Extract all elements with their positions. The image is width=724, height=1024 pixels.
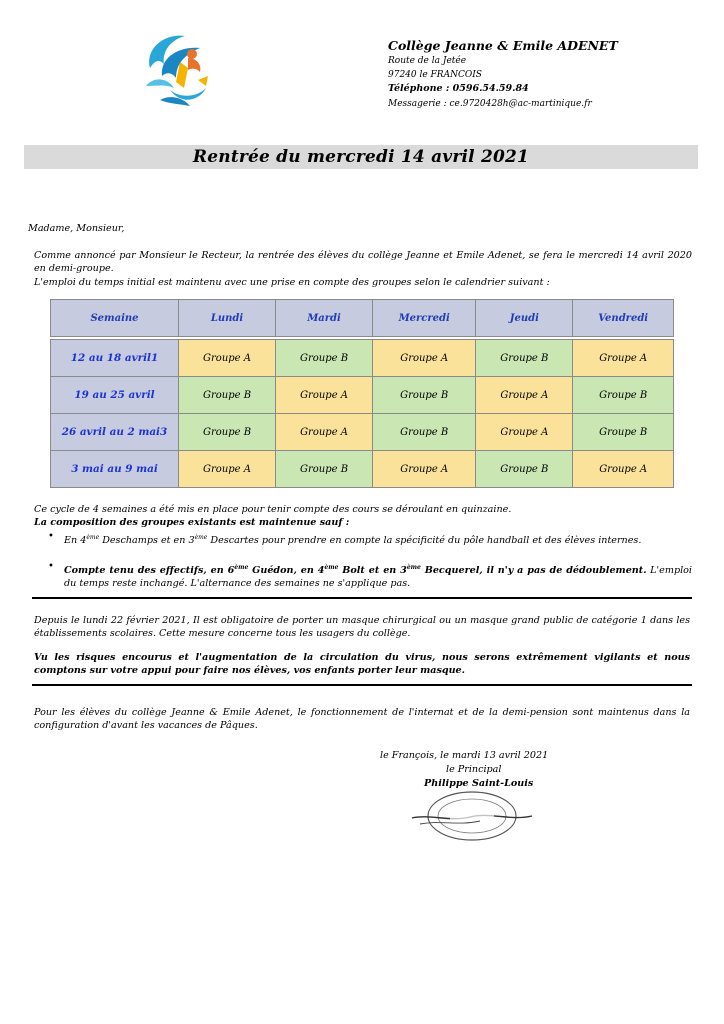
bullet-dot: • xyxy=(48,531,54,542)
group-cell: Groupe B xyxy=(373,377,476,414)
header-week: Semaine xyxy=(51,300,179,337)
group-cell: Groupe B xyxy=(476,451,573,488)
group-cell: Groupe B xyxy=(476,340,573,377)
divider xyxy=(32,597,692,599)
table-row xyxy=(51,377,674,414)
greeting: Madame, Monsieur, xyxy=(28,223,125,234)
school-name: Collège Jeanne & Emile ADENET xyxy=(388,38,618,53)
group-cell: Groupe A xyxy=(573,451,674,488)
header-friday: Vendredi xyxy=(573,300,674,337)
intro-calendar-line: L'emploi du temps initial est maintenu avec une prise en compte des groupes selon le calendrier suivant : xyxy=(34,277,550,288)
group-cell: Groupe B xyxy=(276,451,373,488)
table-row xyxy=(51,414,674,451)
group-cell: Groupe A xyxy=(179,451,276,488)
table-header-row xyxy=(51,300,674,337)
table-row xyxy=(51,451,674,488)
group-cell: Groupe B xyxy=(373,414,476,451)
school-logo xyxy=(140,28,220,110)
group-cell: Groupe A xyxy=(573,340,674,377)
school-phone: Téléphone : 0596.54.59.84 xyxy=(388,83,529,95)
signature-role: le Principal xyxy=(446,764,502,775)
signature-name: Philippe Saint-Louis xyxy=(424,778,534,789)
week-cell: 3 mai au 9 mai xyxy=(51,451,179,488)
signature-place-date: le François, le mardi 13 avril 2021 xyxy=(380,750,549,761)
week-cell: 19 au 25 avril xyxy=(51,377,179,414)
group-cell: Groupe A xyxy=(179,340,276,377)
table-row xyxy=(51,340,674,377)
official-stamp xyxy=(410,788,534,842)
header-tuesday: Mardi xyxy=(276,300,373,337)
group-cell: Groupe B xyxy=(573,377,674,414)
intro-paragraph: Comme annoncé par Monsieur le Recteur, la rentrée des élèves du collège Jeanne et Emile Adenet, se fera le mercredi 14 avril 2020 en demi-groupe. xyxy=(34,250,692,274)
group-cell: Groupe B xyxy=(179,377,276,414)
internat-paragraph: Pour les élèves du collège Jeanne & Emile Adenet, le fonctionnement de l'internat et de la demi-pension sont maintenus dans la configuration d'avant les vacances de Pâques. xyxy=(34,707,690,731)
group-cell: Groupe B xyxy=(179,414,276,451)
group-cell: Groupe A xyxy=(476,414,573,451)
group-cell: Groupe A xyxy=(476,377,573,414)
week-cell: 12 au 18 avril1 xyxy=(51,340,179,377)
group-cell: Groupe A xyxy=(373,451,476,488)
bullet-dot: • xyxy=(48,561,54,572)
group-cell: Groupe A xyxy=(373,340,476,377)
mask-warning: Vu les risques encourus et l'augmentation de la circulation du virus, nous serons extrêmement vigilants et nous comptons sur votre appui pour faire nos élèves, vos enfants porter leur masque. xyxy=(34,652,690,676)
group-cell: Groupe B xyxy=(573,414,674,451)
group-cell: Groupe A xyxy=(276,377,373,414)
group-cell: Groupe B xyxy=(276,340,373,377)
header-thursday: Jeudi xyxy=(476,300,573,337)
divider xyxy=(32,684,692,686)
mask-paragraph: Depuis le lundi 22 février 2021, Il est obligatoire de porter un masque chirurgical ou un masque grand public de catégorie 1 dans les établissements scolaires. Cette mesure concerne tous les usagers du collège. xyxy=(34,615,690,639)
schedule-table xyxy=(50,299,674,488)
school-address: Route de la Jetée xyxy=(388,56,467,66)
bullet-item-1: En 4ème Deschamps et en 3ème Descartes pour prendre en compte la spécificité du pôle handball et des élèves internes. xyxy=(64,534,642,547)
groups-exception-line: La composition des groupes existants est maintenue sauf : xyxy=(34,517,350,528)
school-email: Messagerie : ce.9720428h@ac-martinique.fr xyxy=(388,98,592,109)
group-cell: Groupe A xyxy=(276,414,373,451)
header-wednesday: Mercredi xyxy=(373,300,476,337)
header-monday: Lundi xyxy=(179,300,276,337)
week-cell: 26 avril au 2 mai3 xyxy=(51,414,179,451)
school-city: 97240 le FRANCOIS xyxy=(388,70,482,81)
school-contact xyxy=(388,37,618,111)
page-title: Rentrée du mercredi 14 avril 2021 xyxy=(192,147,530,167)
title-bar xyxy=(24,145,698,169)
bullet-item-2: Compte tenu des effectifs, en 6ème Guédon, en 4ème Bolt et en 3ème Becquerel, il n'y a pas de dédoublement. L'emploi du temps reste inchangé. L'alternance des semaines ne s'applique pas. xyxy=(64,564,693,590)
cycle-line: Ce cycle de 4 semaines a été mis en place pour tenir compte des cours se déroulant en quinzaine. xyxy=(34,504,512,515)
